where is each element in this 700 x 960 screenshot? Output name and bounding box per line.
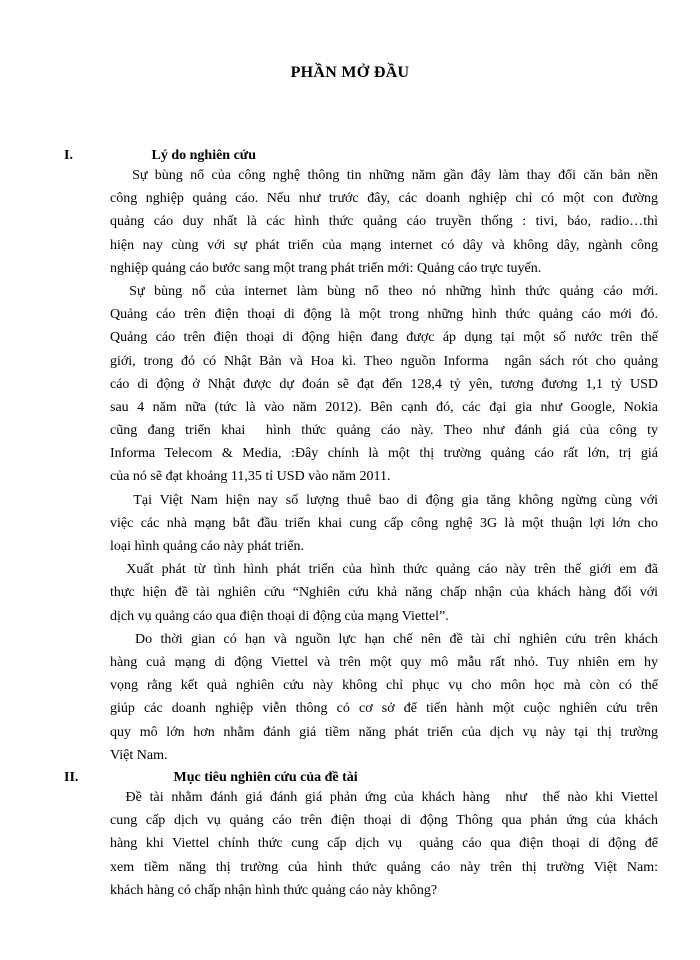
text-line: hàng khi Viettel chính thức cung cấp dịch vụ quảng cáo qua điện thoại di động để — [110, 836, 658, 852]
text-line: Quảng cáo trên điện thoại di động hiện đang được áp dụng tại một số nước trên thế — [110, 330, 658, 346]
section-title: Mục tiêu nghiên cứu của đề tài — [173, 770, 358, 785]
text-line: quy mô lớn hơn nhằm đánh giá tiềm năng phát triển của dịch vụ này tại thị trường — [110, 724, 658, 740]
text-line: thực hiện đề tài nghiên cứu “Nghiên cứu khả năng chấp nhận của khách hàng đối với — [110, 585, 658, 601]
section-heading-1 — [64, 148, 256, 164]
section-number: I. — [64, 148, 73, 163]
text-line: Xuất phát từ tình hình phát triển của hình thức quảng cáo này trên thế giới em đã — [110, 562, 658, 578]
section-number: II. — [64, 770, 79, 785]
text-line: quảng cáo duy nhất là các hình thức quảng cáo truyền thống : tivi, báo, radio…thì — [110, 214, 658, 230]
text-line: cũng đang triển khai hình thức quảng cáo này. Theo như đánh giá của công ty — [110, 423, 658, 439]
text-line: vọng rằng kết quả nghiên cứu này không chỉ phục vụ cho môn học mà còn có thể — [110, 678, 658, 694]
text-line: công nghiệp quảng cáo. Nếu như trước đây, các doanh nghiệp chỉ có một con đường — [110, 191, 658, 207]
text-line: giới, trong đó có Nhật Bản và Hoa kì. Theo nguồn Informa ngân sách rót cho quảng — [110, 353, 658, 369]
text-line: Informa Telecom & Media, :Đây chính là một thị trường quảng cáo rất lớn, trị giá — [110, 446, 658, 462]
text-line: cung cấp dịch vụ quảng cáo trên điện thoại di động Thông qua phản ứng của khách — [110, 813, 658, 829]
text-line: Do thời gian có hạn và nguồn lực hạn chế nên đề tài chỉ nghiên cứu trên khách — [110, 631, 658, 647]
text-line: hiện nay cùng với sự phát triển của mạng internet có dây và không dây, ngành công — [110, 237, 658, 253]
text-line: dịch vụ quảng cáo qua điện thoại di động của mạng Viettel”. — [110, 608, 449, 624]
text-line: sau 4 năm nữa (tức là vào năm 2012). Bên cạnh đó, các đại gia như Google, Nokia — [110, 399, 658, 415]
text-line: giúp các doanh nghiệp viễn thông có cơ sở để tiến hành một cuộc nghiên cứu trên — [110, 701, 658, 717]
text-line: cáo di động ở Nhật được dự đoán sẽ đạt đến 128,4 tỷ yên, tương đương 1,1 tỷ USD — [110, 376, 658, 392]
text-line: Sự bùng nổ của công nghệ thông tin những năm gần đây làm thay đổi căn bản nền — [110, 168, 658, 183]
text-line: của nó sẽ đạt khoảng 11,35 tỉ USD vào năm 2011. — [110, 469, 391, 485]
text-line: khách hàng có chấp nhận hình thức quảng cáo này không? — [110, 882, 438, 898]
text-line: Đề tài nhằm đánh giá đánh giá phản ứng của khách hàng như thế nào khi Viettel — [110, 790, 658, 805]
text-line: nghiệp quảng cáo bước sang một trang phát triển mới: Quảng cáo trực tuyến. — [110, 260, 542, 276]
text-line: Việt Nam. — [110, 747, 168, 763]
text-line: việc các nhà mạng bắt đầu triển khai cung cấp công nghệ 3G là một thuận lợi lớn cho — [110, 515, 658, 531]
text-line: loại hình quảng cáo này phát triển. — [110, 539, 304, 554]
text-line: Sự bùng nổ của internet làm bùng nổ theo nó những hình thức quảng cáo mới. — [110, 283, 658, 299]
text-line: xem tiềm năng thị trường của hình thức quảng cáo này trên thị trường Việt Nam: — [110, 859, 658, 875]
page-title: PHẦN MỞ ĐẦU — [290, 64, 410, 81]
text-line: hàng cuả mạng di động Viettel và trên một quy mô mẫu rất nhỏ. Tuy nhiên em hy — [110, 654, 658, 670]
section-body-2 — [110, 786, 658, 902]
section-body-1 — [110, 164, 658, 767]
text-line: Tại Việt Nam hiện nay số lượng thuê bao di động gia tăng không ngừng cùng với — [110, 492, 658, 508]
section-title: Lý do nghiên cứu — [151, 148, 256, 163]
text-line: Quảng cáo trên điện thoại di động là một trong những hình thức quảng cáo mới đó. — [110, 307, 658, 323]
section-heading-2 — [64, 770, 358, 786]
